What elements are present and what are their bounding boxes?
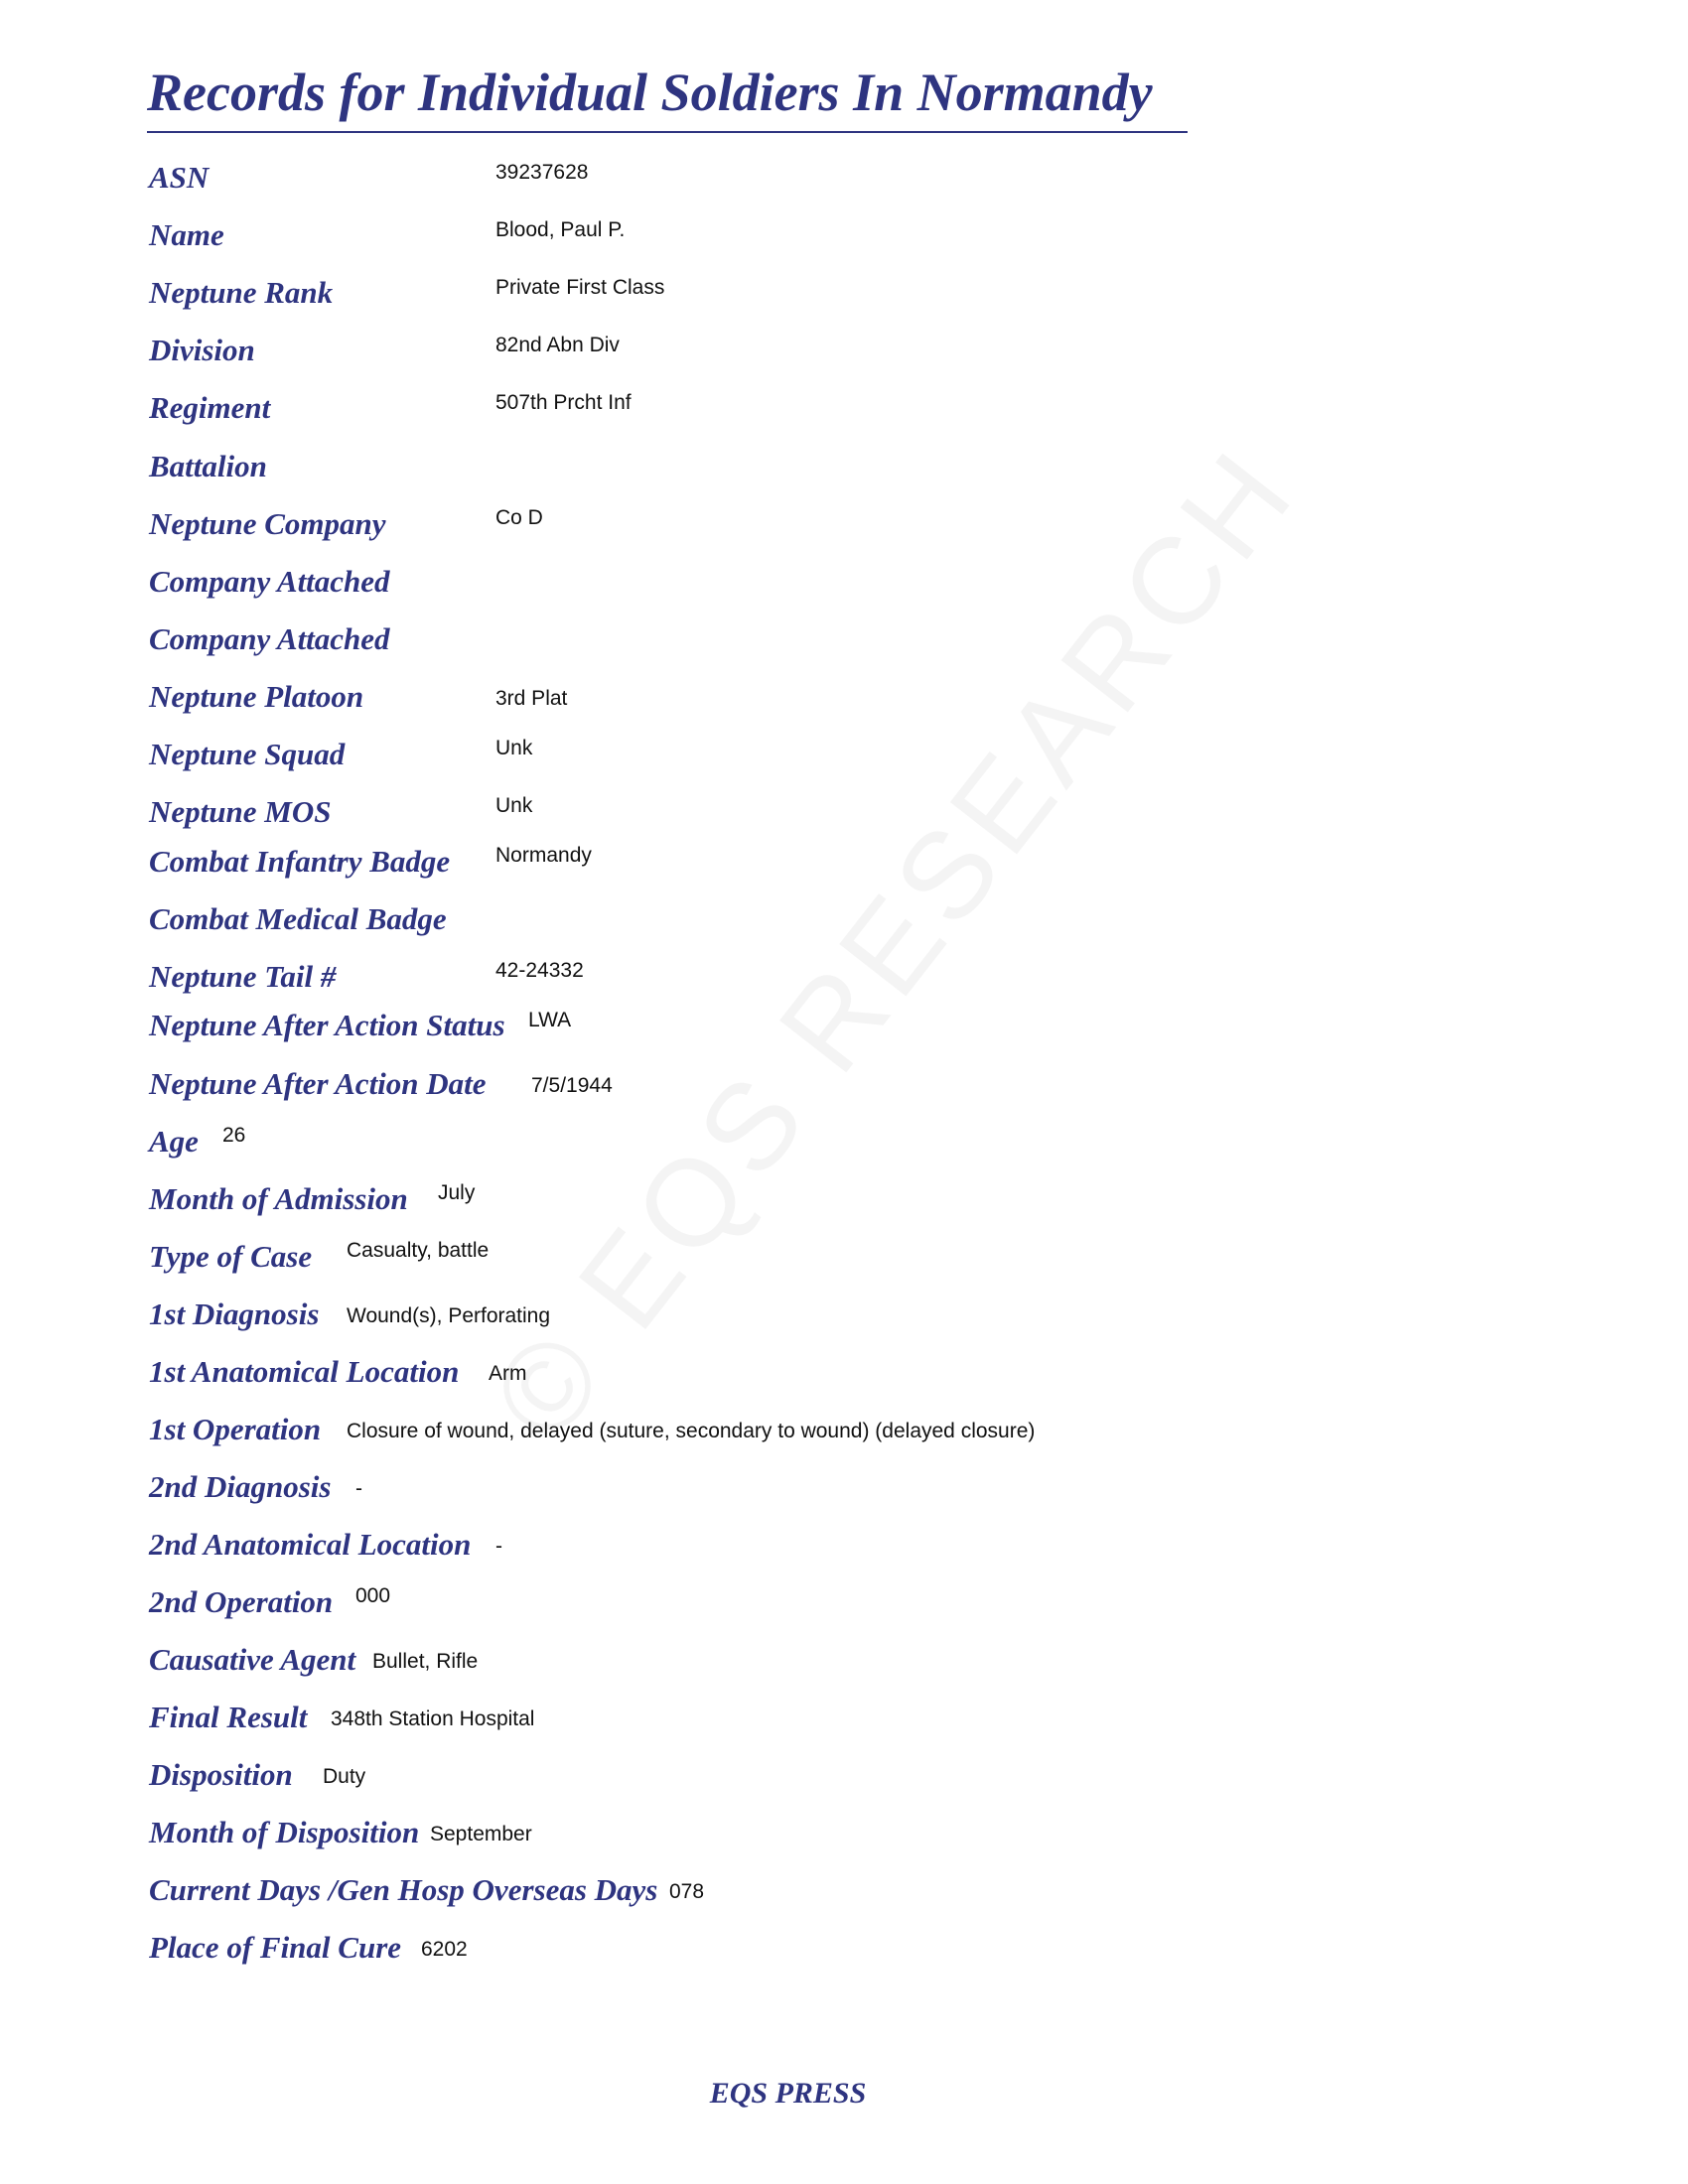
field-label: 1st Operation xyxy=(149,1412,322,1446)
field-value: Unk xyxy=(495,737,533,759)
field-label: Causative Agent xyxy=(149,1642,356,1677)
field-value: 348th Station Hospital xyxy=(331,1707,535,1730)
field-label: Month of Admission xyxy=(149,1181,408,1216)
field-label: Disposition xyxy=(149,1757,293,1792)
field-label: Neptune Tail # xyxy=(149,959,337,994)
field-label: Neptune Rank xyxy=(149,275,334,310)
footer-publisher: EQS PRESS xyxy=(709,2077,867,2110)
field-label: Combat Infantry Badge xyxy=(149,844,451,879)
field-value: - xyxy=(355,1477,362,1500)
watermark xyxy=(410,353,1377,1536)
field-value: Unk xyxy=(495,794,533,817)
field-value: Arm xyxy=(489,1362,527,1385)
page-title: Records for Individual Soldiers In Normandy xyxy=(147,63,1153,122)
field-label: Month of Disposition xyxy=(149,1815,420,1849)
field-label: Combat Medical Badge xyxy=(149,901,447,936)
field-label: Neptune MOS xyxy=(149,794,332,829)
field-value: Casualty, battle xyxy=(347,1239,490,1262)
field-label: Name xyxy=(149,217,224,252)
field-value: 42-24332 xyxy=(495,959,584,982)
field-label: Current Days /Gen Hosp Overseas Days xyxy=(149,1872,658,1907)
field-label: Type of Case xyxy=(149,1239,313,1274)
field-value: 6202 xyxy=(421,1938,468,1961)
field-value: Blood, Paul P. xyxy=(495,218,626,241)
field-value: Private First Class xyxy=(495,276,665,299)
field-value: 078 xyxy=(669,1880,705,1903)
field-label: Neptune After Action Status xyxy=(149,1008,505,1042)
field-label: ASN xyxy=(149,160,210,195)
field-label: Battalion xyxy=(149,449,267,483)
field-value: - xyxy=(495,1535,502,1558)
field-label: Final Result xyxy=(149,1700,308,1734)
field-value: 82nd Abn Div xyxy=(495,334,620,356)
field-label: Neptune Company xyxy=(149,506,386,541)
field-label: Age xyxy=(149,1124,199,1159)
field-label: Place of Final Cure xyxy=(149,1930,402,1965)
field-label: 2nd Anatomical Location xyxy=(149,1527,472,1562)
field-label: Division xyxy=(149,333,255,367)
title-underline xyxy=(147,131,1188,133)
field-value: 39237628 xyxy=(495,161,589,184)
field-value: 7/5/1944 xyxy=(531,1074,613,1097)
field-value: Normandy xyxy=(495,844,592,867)
field-value: 3rd Plat xyxy=(495,687,568,710)
field-label: 2nd Operation xyxy=(149,1584,334,1619)
field-label: 2nd Diagnosis xyxy=(149,1469,332,1504)
field-label: 1st Anatomical Location xyxy=(149,1354,460,1389)
field-label: Regiment xyxy=(149,390,271,425)
field-label: Neptune Platoon xyxy=(149,679,364,714)
field-value: Co D xyxy=(495,506,543,529)
field-label: 1st Diagnosis xyxy=(149,1297,320,1331)
field-value: 000 xyxy=(355,1584,391,1607)
field-value: Closure of wound, delayed (suture, secondary to wound) (delayed closure) xyxy=(347,1420,1036,1442)
field-label: Company Attached xyxy=(149,621,390,656)
field-value: July xyxy=(438,1181,476,1204)
field-value: Wound(s), Perforating xyxy=(347,1304,551,1327)
field-value: 507th Prcht Inf xyxy=(495,391,632,414)
field-label: Company Attached xyxy=(149,564,390,599)
field-value: Bullet, Rifle xyxy=(372,1650,479,1673)
field-value: September xyxy=(430,1823,532,1845)
field-label: Neptune After Action Date xyxy=(149,1066,487,1101)
field-label: Neptune Squad xyxy=(149,737,346,771)
field-value: 26 xyxy=(222,1124,246,1147)
field-value: LWA xyxy=(528,1009,572,1031)
field-value: Duty xyxy=(323,1765,366,1788)
